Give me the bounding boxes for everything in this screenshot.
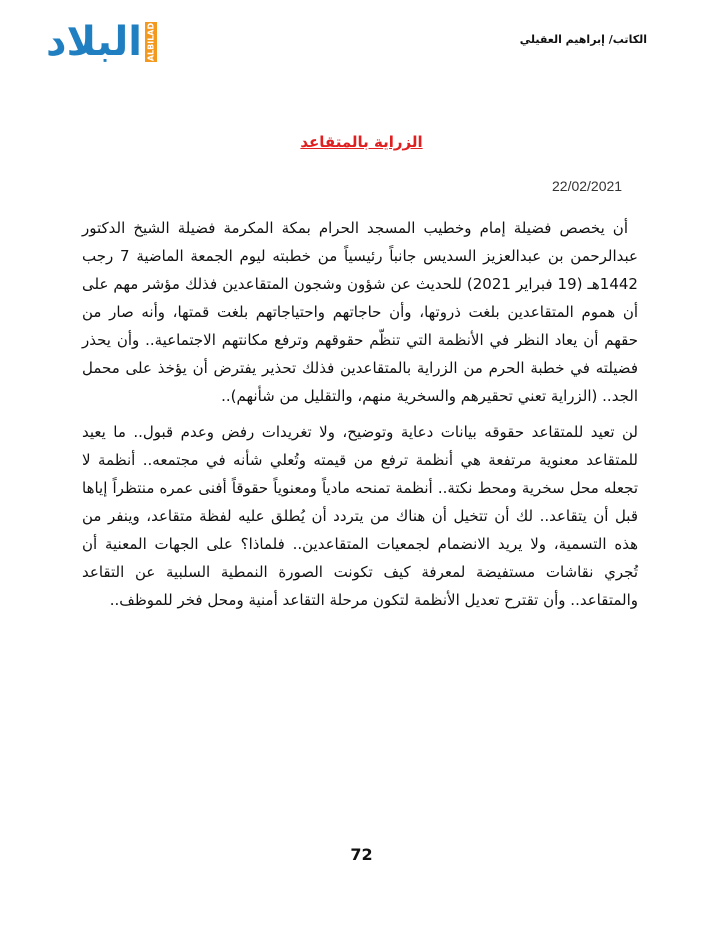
albilad-logo <box>46 14 176 70</box>
paragraph-2: لن تعيد للمتقاعد حقوقه بيانات دعاية وتوضيح، ولا تغريدات رفض وعدم قبول.. ما يعيد للمتقاعد معنوية مرتفعة هي أنظمة ترفع من قيمته وتُعلي شأنه في مجتمعه.. أنظمة لا تجعله محل سخرية ومحط نكتة.. أنظمة تمنحه مادياً ومعنوياً حقوقاً أفنى عمره منتظراً إياها قبل أن يتقاعد.. لك أن تتخيل أن هناك من يتردد أن يُطلق عليه لفظة متقاعد، وينفر من هذه التسمية، ولا يريد الانضمام لجمعيات المتقاعدين.. فلماذا؟ على الجهات المعنية أن تُجري نقاشات مستفيضة لمعرفة كيف تكونت الصورة النمطية السلبية عن التقاعد والمتقاعد.. وأن تقترح تعديل الأنظمة لتكون مرحلة التقاعد أمنية ومحل فخر للموظف.. <box>82 423 638 609</box>
page-number: 72 <box>350 845 373 864</box>
article-date: 22/02/2021 <box>552 178 623 194</box>
author-line: الكاتب/ إبراهيم العقيلي <box>519 33 647 46</box>
logo-tag-text: ALBILAD <box>146 22 156 62</box>
article-title: الزراية بالمتقاعد <box>300 133 423 151</box>
article-body <box>82 214 638 614</box>
paragraph-1: أن يخصص فضيلة إمام وخطيب المسجد الحرام بمكة المكرمة فضيلة الشيخ الدكتور عبدالرحمن بن عبدالعزيز السديس جانباً رئيسياً من خطبته ليوم الجمعة الماضية 7 رجب 1442هـ (19 فبراير 2021) للحديث عن شؤون وشجون المتقاعدين فذلك مؤشر مهم على أن هموم المتقاعدين بلغت ذروتها، وأن حاجاتهم واحتياجاتهم بلغت قمتها، وأنه صار من حقهم أن يعاد النظر في الأنظمة التي تنظّم حقوقهم وترفع مكانتهم الاجتماعية.. وأن يحذر فضيلته في خطبة الحرم من الزراية بالمتقاعدين فذلك تحذير يفترض أن يؤخذ على محمل الجد.. (الزراية تعني تحقيرهم والسخرية منهم، والتقليل من شأنهم).. <box>82 219 639 405</box>
logo-wordmark: البلاد <box>46 19 142 65</box>
logo-tag <box>145 22 157 62</box>
